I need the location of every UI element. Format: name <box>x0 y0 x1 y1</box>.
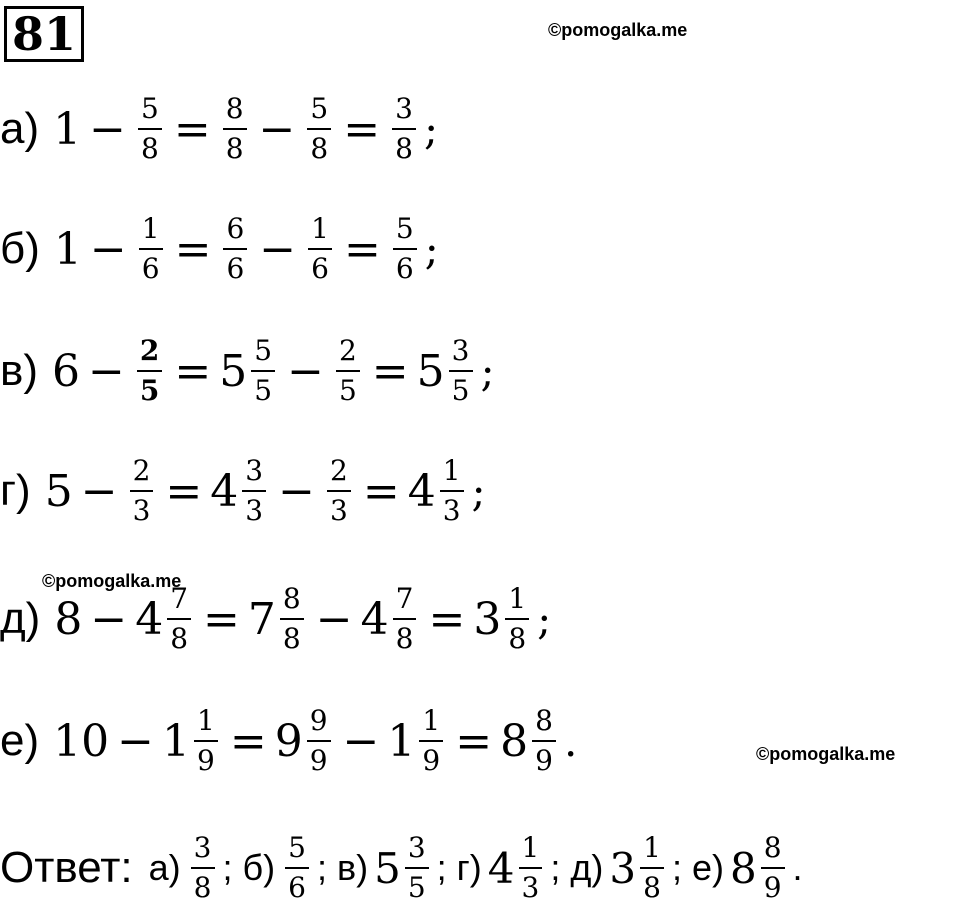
equation-line <box>0 696 577 786</box>
fraction <box>640 831 664 905</box>
fraction-denominator: 8 <box>225 132 244 165</box>
mixed-number <box>275 704 335 778</box>
fraction-numerator: 8 <box>282 582 301 615</box>
fraction <box>405 831 429 905</box>
fraction <box>449 334 473 408</box>
answer-value <box>488 831 547 905</box>
mixed-number <box>210 454 270 528</box>
number: 6 <box>52 345 81 397</box>
whole-part: 5 <box>374 843 401 893</box>
fraction-bar <box>505 618 529 620</box>
operator: − <box>90 593 128 645</box>
operator: = <box>428 593 466 645</box>
fraction <box>167 582 191 656</box>
equation-line <box>0 84 438 174</box>
operator: − <box>88 345 125 397</box>
fraction-numerator: 2 <box>132 454 151 487</box>
item-label: е) <box>0 716 40 765</box>
fraction-bar <box>223 128 247 130</box>
fraction-bar <box>307 740 331 742</box>
fraction-denominator: 8 <box>643 871 661 904</box>
answer-value <box>609 831 668 905</box>
fraction-numerator: 2 <box>139 334 160 367</box>
fraction-bar <box>285 867 309 869</box>
fraction <box>307 704 331 778</box>
operator: − <box>315 593 353 645</box>
fraction-numerator: 7 <box>395 582 414 615</box>
fraction-bar <box>307 128 331 130</box>
fraction-numerator: 9 <box>309 704 328 737</box>
equation-line <box>0 204 439 294</box>
fraction-numerator: 1 <box>311 212 329 245</box>
punctuation: ; <box>471 466 486 516</box>
fraction-bar <box>138 128 162 130</box>
fraction-numerator: 5 <box>395 212 414 245</box>
operator: = <box>203 593 240 645</box>
fraction-denominator: 9 <box>763 871 782 904</box>
mixed-number <box>387 704 447 778</box>
whole-part: 5 <box>219 345 248 397</box>
operator: − <box>89 223 127 275</box>
fraction-denominator: 8 <box>395 132 413 165</box>
fraction-denominator: 8 <box>170 622 189 655</box>
answer-item-label: в) <box>336 847 369 888</box>
item-label: б) <box>0 224 40 273</box>
answer-item-label: а) <box>148 847 181 888</box>
fraction <box>505 582 529 656</box>
whole-part: 5 <box>416 345 445 397</box>
mixed-number <box>408 454 468 528</box>
fraction-bar <box>167 618 191 620</box>
fraction-numerator: 3 <box>193 831 212 864</box>
fraction-bar <box>242 490 266 492</box>
punctuation: ; <box>480 346 495 396</box>
fraction <box>440 454 464 528</box>
fraction-numerator: 5 <box>310 92 329 125</box>
mixed-number <box>500 704 560 778</box>
operator: = <box>174 345 212 397</box>
fraction-numerator: 6 <box>226 212 245 245</box>
fraction <box>327 454 351 528</box>
operator: − <box>117 715 154 767</box>
fraction <box>393 212 417 286</box>
problem-number: 81 <box>4 6 84 62</box>
operator: = <box>371 345 409 397</box>
fraction-numerator: 8 <box>225 92 244 125</box>
operator: = <box>343 103 381 155</box>
operator: = <box>229 715 267 767</box>
fraction <box>223 212 247 286</box>
item-label: в) <box>0 346 39 395</box>
fraction-numerator: 1 <box>422 704 441 737</box>
operator: = <box>165 465 203 517</box>
operator: − <box>259 223 297 275</box>
fraction-denominator: 6 <box>395 252 414 285</box>
whole-part: 1 <box>387 715 416 767</box>
punctuation: . <box>563 716 578 766</box>
fraction-numerator: 5 <box>141 92 159 125</box>
fraction-denominator: 3 <box>245 494 264 527</box>
fraction-bar <box>251 370 275 372</box>
fraction <box>251 334 275 408</box>
fraction-numerator: 1 <box>442 454 461 487</box>
fraction <box>242 454 266 528</box>
fraction-numerator: 1 <box>643 831 661 864</box>
separator: . <box>792 847 803 888</box>
whole-part: 1 <box>162 715 190 767</box>
whole-part: 3 <box>473 593 502 645</box>
punctuation: ; <box>424 224 439 274</box>
separator: ; <box>550 847 561 888</box>
answer-label: Ответ: <box>0 843 133 892</box>
fraction-numerator: 1 <box>508 582 527 615</box>
separator: ; <box>671 847 682 888</box>
fraction-denominator: 5 <box>338 374 357 407</box>
fraction-bar <box>519 867 543 869</box>
mixed-number <box>361 582 421 656</box>
fraction-bar <box>191 867 215 869</box>
mixed-number <box>473 582 533 656</box>
fraction-denominator: 8 <box>395 622 414 655</box>
fraction-numerator: 5 <box>288 831 306 864</box>
punctuation: ; <box>537 594 552 644</box>
fraction-denominator: 8 <box>508 622 527 655</box>
watermark-middle: ©pomogalka.me <box>42 571 182 591</box>
fraction-numerator: 3 <box>451 334 470 367</box>
answer-item-label: е) <box>691 847 724 888</box>
item-label: г) <box>0 466 31 515</box>
answer-item-label: д) <box>570 847 604 888</box>
fraction-denominator: 5 <box>139 374 160 407</box>
fraction-denominator: 6 <box>311 252 329 285</box>
fraction-numerator: 1 <box>197 704 215 737</box>
mixed-number <box>417 334 477 408</box>
operator: = <box>174 223 212 275</box>
equation-line <box>0 326 495 416</box>
fraction <box>761 831 785 905</box>
fraction <box>194 704 218 778</box>
fraction-denominator: 3 <box>442 494 461 527</box>
fraction-numerator: 2 <box>329 454 348 487</box>
fraction-denominator: 3 <box>521 871 540 904</box>
fraction-denominator: 8 <box>310 132 329 165</box>
fraction-numerator: 3 <box>395 92 413 125</box>
fraction-bar <box>440 490 464 492</box>
separator: ; <box>316 847 327 888</box>
operator: = <box>343 223 381 275</box>
fraction-bar <box>280 618 304 620</box>
item-label: а) <box>0 104 40 153</box>
fraction <box>307 92 331 166</box>
operator: − <box>80 465 118 517</box>
fraction <box>130 454 154 528</box>
fraction-bar <box>223 248 247 250</box>
answer-line <box>0 823 803 913</box>
fraction-bar <box>336 370 360 372</box>
fraction-denominator: 3 <box>329 494 348 527</box>
number: 1 <box>53 103 82 155</box>
fraction-bar <box>194 740 218 742</box>
fraction-bar <box>449 370 473 372</box>
fraction-bar <box>139 248 163 250</box>
mixed-number <box>248 582 308 656</box>
item-label: д) <box>0 594 41 643</box>
fraction-numerator: 2 <box>338 334 357 367</box>
fraction <box>336 334 360 408</box>
fraction <box>223 92 247 166</box>
number: 5 <box>44 465 73 517</box>
fraction <box>137 334 162 408</box>
mixed-number <box>219 334 279 408</box>
fraction <box>280 582 304 656</box>
fraction-bar <box>532 740 556 742</box>
operator: − <box>287 345 324 397</box>
separator: ; <box>436 847 447 888</box>
fraction-numerator: 3 <box>407 831 426 864</box>
watermark-top: ©pomogalka.me <box>548 20 688 40</box>
fraction-bar <box>393 248 417 250</box>
fraction <box>138 92 162 166</box>
fraction <box>308 212 332 286</box>
whole-part: 4 <box>135 593 164 645</box>
fraction-denominator: 5 <box>451 374 470 407</box>
fraction-bar <box>130 490 154 492</box>
operator: − <box>278 465 315 517</box>
fraction-denominator: 6 <box>288 871 306 904</box>
fraction-bar <box>137 370 162 372</box>
fraction-bar <box>308 248 332 250</box>
answer-value <box>374 831 433 905</box>
fraction-numerator: 1 <box>141 212 160 245</box>
whole-part: 8 <box>729 843 757 893</box>
answer-value <box>281 831 313 905</box>
whole-part: 4 <box>487 843 515 893</box>
answer-item-label: б) <box>242 847 276 888</box>
fraction <box>393 582 417 656</box>
fraction-denominator: 6 <box>226 252 245 285</box>
whole-part: 4 <box>407 465 436 517</box>
fraction <box>419 704 443 778</box>
operator: = <box>362 465 400 517</box>
fraction-numerator: 1 <box>521 831 540 864</box>
fraction-denominator: 8 <box>282 622 301 655</box>
number: 1 <box>53 223 82 275</box>
punctuation: ; <box>423 104 439 154</box>
fraction-bar <box>405 867 429 869</box>
fraction-bar <box>761 867 785 869</box>
equation-line <box>0 446 486 536</box>
fraction-bar <box>393 618 417 620</box>
fraction-numerator: 8 <box>535 704 553 737</box>
fraction-numerator: 5 <box>254 334 273 367</box>
number: 8 <box>54 593 83 645</box>
whole-part: 9 <box>274 715 303 767</box>
operator: = <box>173 103 211 155</box>
whole-part: 8 <box>500 715 529 767</box>
fraction-denominator: 8 <box>193 871 212 904</box>
operator: − <box>89 103 126 155</box>
fraction-denominator: 5 <box>254 374 273 407</box>
fraction-denominator: 8 <box>141 132 159 165</box>
whole-part: 4 <box>360 593 389 645</box>
mixed-number <box>162 704 222 778</box>
whole-part: 3 <box>609 843 637 893</box>
fraction-denominator: 9 <box>309 744 328 777</box>
fraction-numerator: 3 <box>245 454 264 487</box>
fraction <box>139 212 163 286</box>
fraction-denominator: 9 <box>535 744 553 777</box>
operator: = <box>455 715 493 767</box>
fraction <box>519 831 543 905</box>
fraction-bar <box>392 128 416 130</box>
watermark-right: ©pomogalka.me <box>756 744 896 764</box>
fraction <box>191 831 215 905</box>
fraction-denominator: 3 <box>132 494 151 527</box>
fraction-denominator: 9 <box>197 744 215 777</box>
fraction <box>392 92 416 166</box>
fraction-bar <box>327 490 351 492</box>
answer-value <box>730 831 789 905</box>
operator: − <box>342 715 380 767</box>
fraction <box>285 831 309 905</box>
whole-part: 4 <box>210 465 239 517</box>
fraction <box>532 704 556 778</box>
answer-value <box>187 831 219 905</box>
mixed-number <box>135 582 195 656</box>
operator: − <box>258 103 296 155</box>
answer-item-label: г) <box>456 847 482 888</box>
whole-part: 7 <box>247 593 276 645</box>
equation-line <box>0 574 551 664</box>
fraction-bar <box>419 740 443 742</box>
fraction-numerator: 8 <box>763 831 782 864</box>
fraction-numerator: 7 <box>170 582 189 615</box>
separator: ; <box>222 847 233 888</box>
fraction-denominator: 5 <box>407 871 426 904</box>
number: 10 <box>53 715 110 767</box>
fraction-denominator: 9 <box>422 744 441 777</box>
fraction-denominator: 6 <box>141 252 160 285</box>
fraction-bar <box>640 867 664 869</box>
